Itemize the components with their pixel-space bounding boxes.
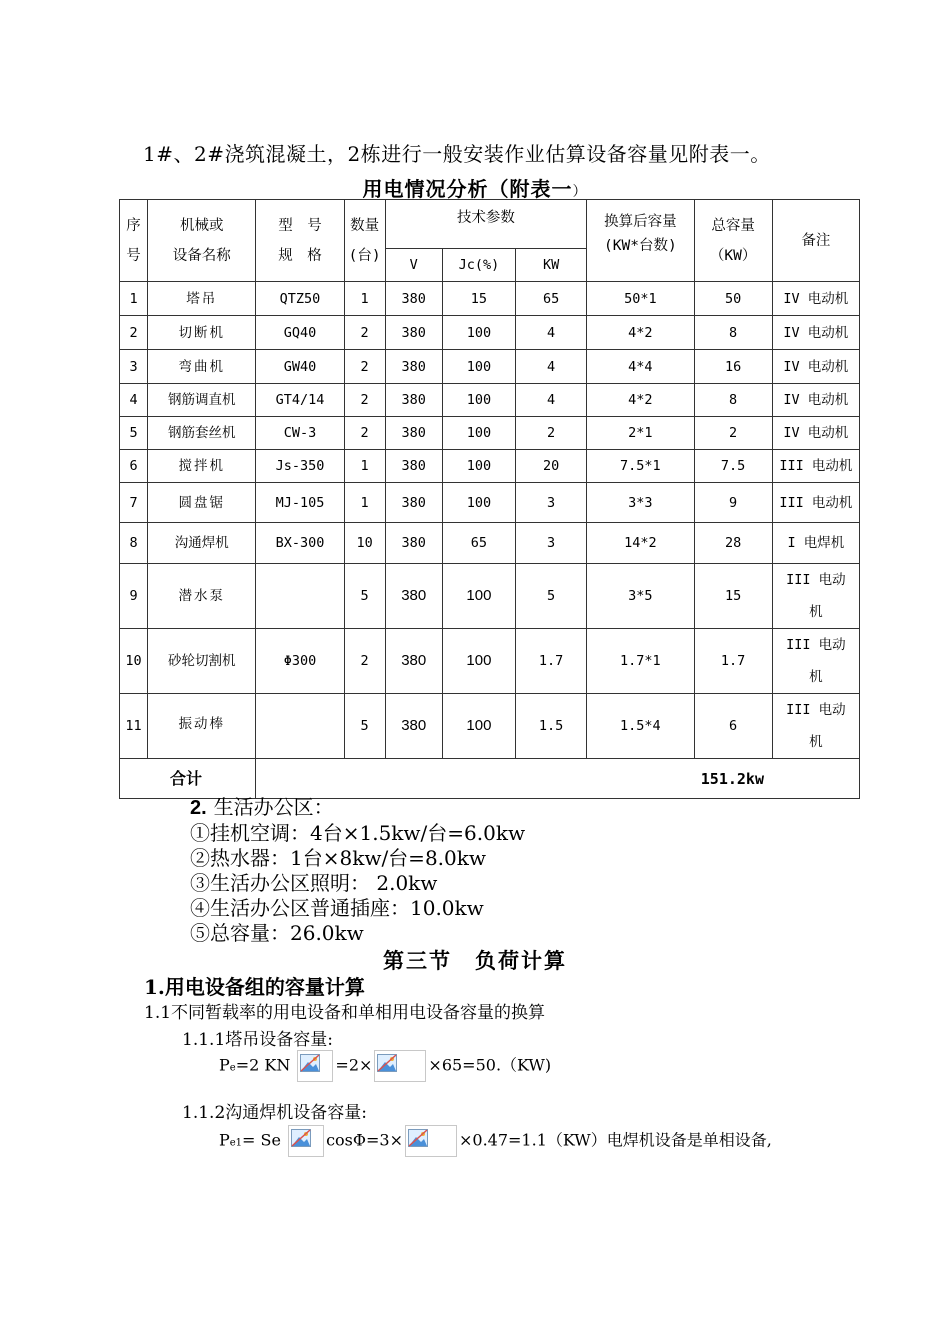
section-office-heading: 2. 生活办公区： xyxy=(190,795,334,819)
total-label: 合计 xyxy=(120,759,256,799)
broken-image-icon xyxy=(405,1125,457,1157)
header-seq: 序 号 xyxy=(120,200,148,282)
table-row: 11 振动棒 5 380 100 1.5 1.5*4 6 III 电动机 xyxy=(120,694,860,759)
header-jc: Jc(%) xyxy=(442,249,515,282)
section-office xyxy=(190,795,525,946)
table-row: 7 圆盘锯 MJ-105 1 380 100 3 3*3 9 III 电动机 xyxy=(120,483,860,523)
heading-1-1-2: 1.1.2沟通焊机设备容量: xyxy=(182,1103,367,1123)
header-tech: 技术参数 xyxy=(385,200,587,249)
table-row: 4 钢筋调直机 GT4/14 2 380 100 4 4*2 8 IV 电动机 xyxy=(120,384,860,417)
heading-1-1-1: 1.1.1塔吊设备容量: xyxy=(182,1030,333,1050)
broken-image-icon xyxy=(374,1050,426,1082)
table-row: 9 潜水泵 5 380 100 5 3*5 15 III 电动机 xyxy=(120,564,860,629)
broken-image-icon xyxy=(288,1125,324,1157)
header-model: 型 号 规 格 xyxy=(256,200,344,282)
table-row: 10 砂轮切割机 Φ300 2 380 100 1.7 1.7*1 1.7 III 电动机 xyxy=(120,629,860,694)
heading-1-1: 1.1不同暂载率的用电设备和单相用电设备容量的换算 xyxy=(144,1003,546,1023)
intro-paragraph: 1#、2#浇筑混凝土，2栋进行一般安装作业估算设备容量见附表一。 xyxy=(143,142,771,166)
broken-image-icon xyxy=(297,1050,333,1082)
header-v: V xyxy=(385,249,442,282)
header-total: 总容量 （KW） xyxy=(694,200,772,282)
table-row: 3 弯曲机 GW40 2 380 100 4 4*4 16 IV 电动机 xyxy=(120,350,860,384)
table-row: 5 钢筋套丝机 CW-3 2 380 100 2 2*1 2 IV 电动机 xyxy=(120,417,860,450)
total-row xyxy=(120,759,860,799)
total-value: 151.2kw xyxy=(256,759,860,799)
list-item: ③生活办公区照明： 2.0kw xyxy=(190,871,438,895)
table-row: 1 塔吊 QTZ50 1 380 15 65 50*1 50 IV 电动机 xyxy=(120,282,860,316)
table-title-text: 用电情况分析（附表一 xyxy=(362,177,573,201)
heading-1: 1.用电设备组的容量计算 xyxy=(144,975,365,999)
table-title xyxy=(0,173,950,202)
header-qty: 数量 (台) xyxy=(344,200,385,282)
list-item: ①挂机空调：4台×1.5kw/台=6.0kw xyxy=(190,821,526,845)
section-title: 第三节 负荷计算 xyxy=(383,948,567,973)
table-row: 2 切断机 GQ40 2 380 100 4 4*2 8 IV 电动机 xyxy=(120,316,860,350)
header-remark: 备注 xyxy=(772,200,859,282)
formula-welder: Pe1= Se cosΦ=3× ×0.47=1.1（KW）电焊机设备是单相设备, xyxy=(219,1125,772,1157)
table-row: 8 沟通焊机 BX-300 10 380 65 3 14*2 28 I 电焊机 xyxy=(120,523,860,564)
list-item: ⑤总容量：26.0kw xyxy=(190,921,364,945)
formula-tower-crane: Pe=2 KN =2× ×65=50.（KW) xyxy=(219,1050,551,1082)
header-kw: KW xyxy=(516,249,587,282)
header-name: 机械或 设备名称 xyxy=(148,200,256,282)
list-item: ④生活办公区普通插座：10.0kw xyxy=(190,896,484,920)
list-item: ②热水器：1台×8kw/台=8.0kw xyxy=(190,846,486,870)
header-converted: 换算后容量 (KW*台数) xyxy=(587,200,694,282)
table-row: 6 搅拌机 Js-350 1 380 100 20 7.5*1 7.5 III 电动机 xyxy=(120,450,860,483)
equipment-table xyxy=(119,199,860,799)
table-title-paren: ） xyxy=(572,184,588,200)
